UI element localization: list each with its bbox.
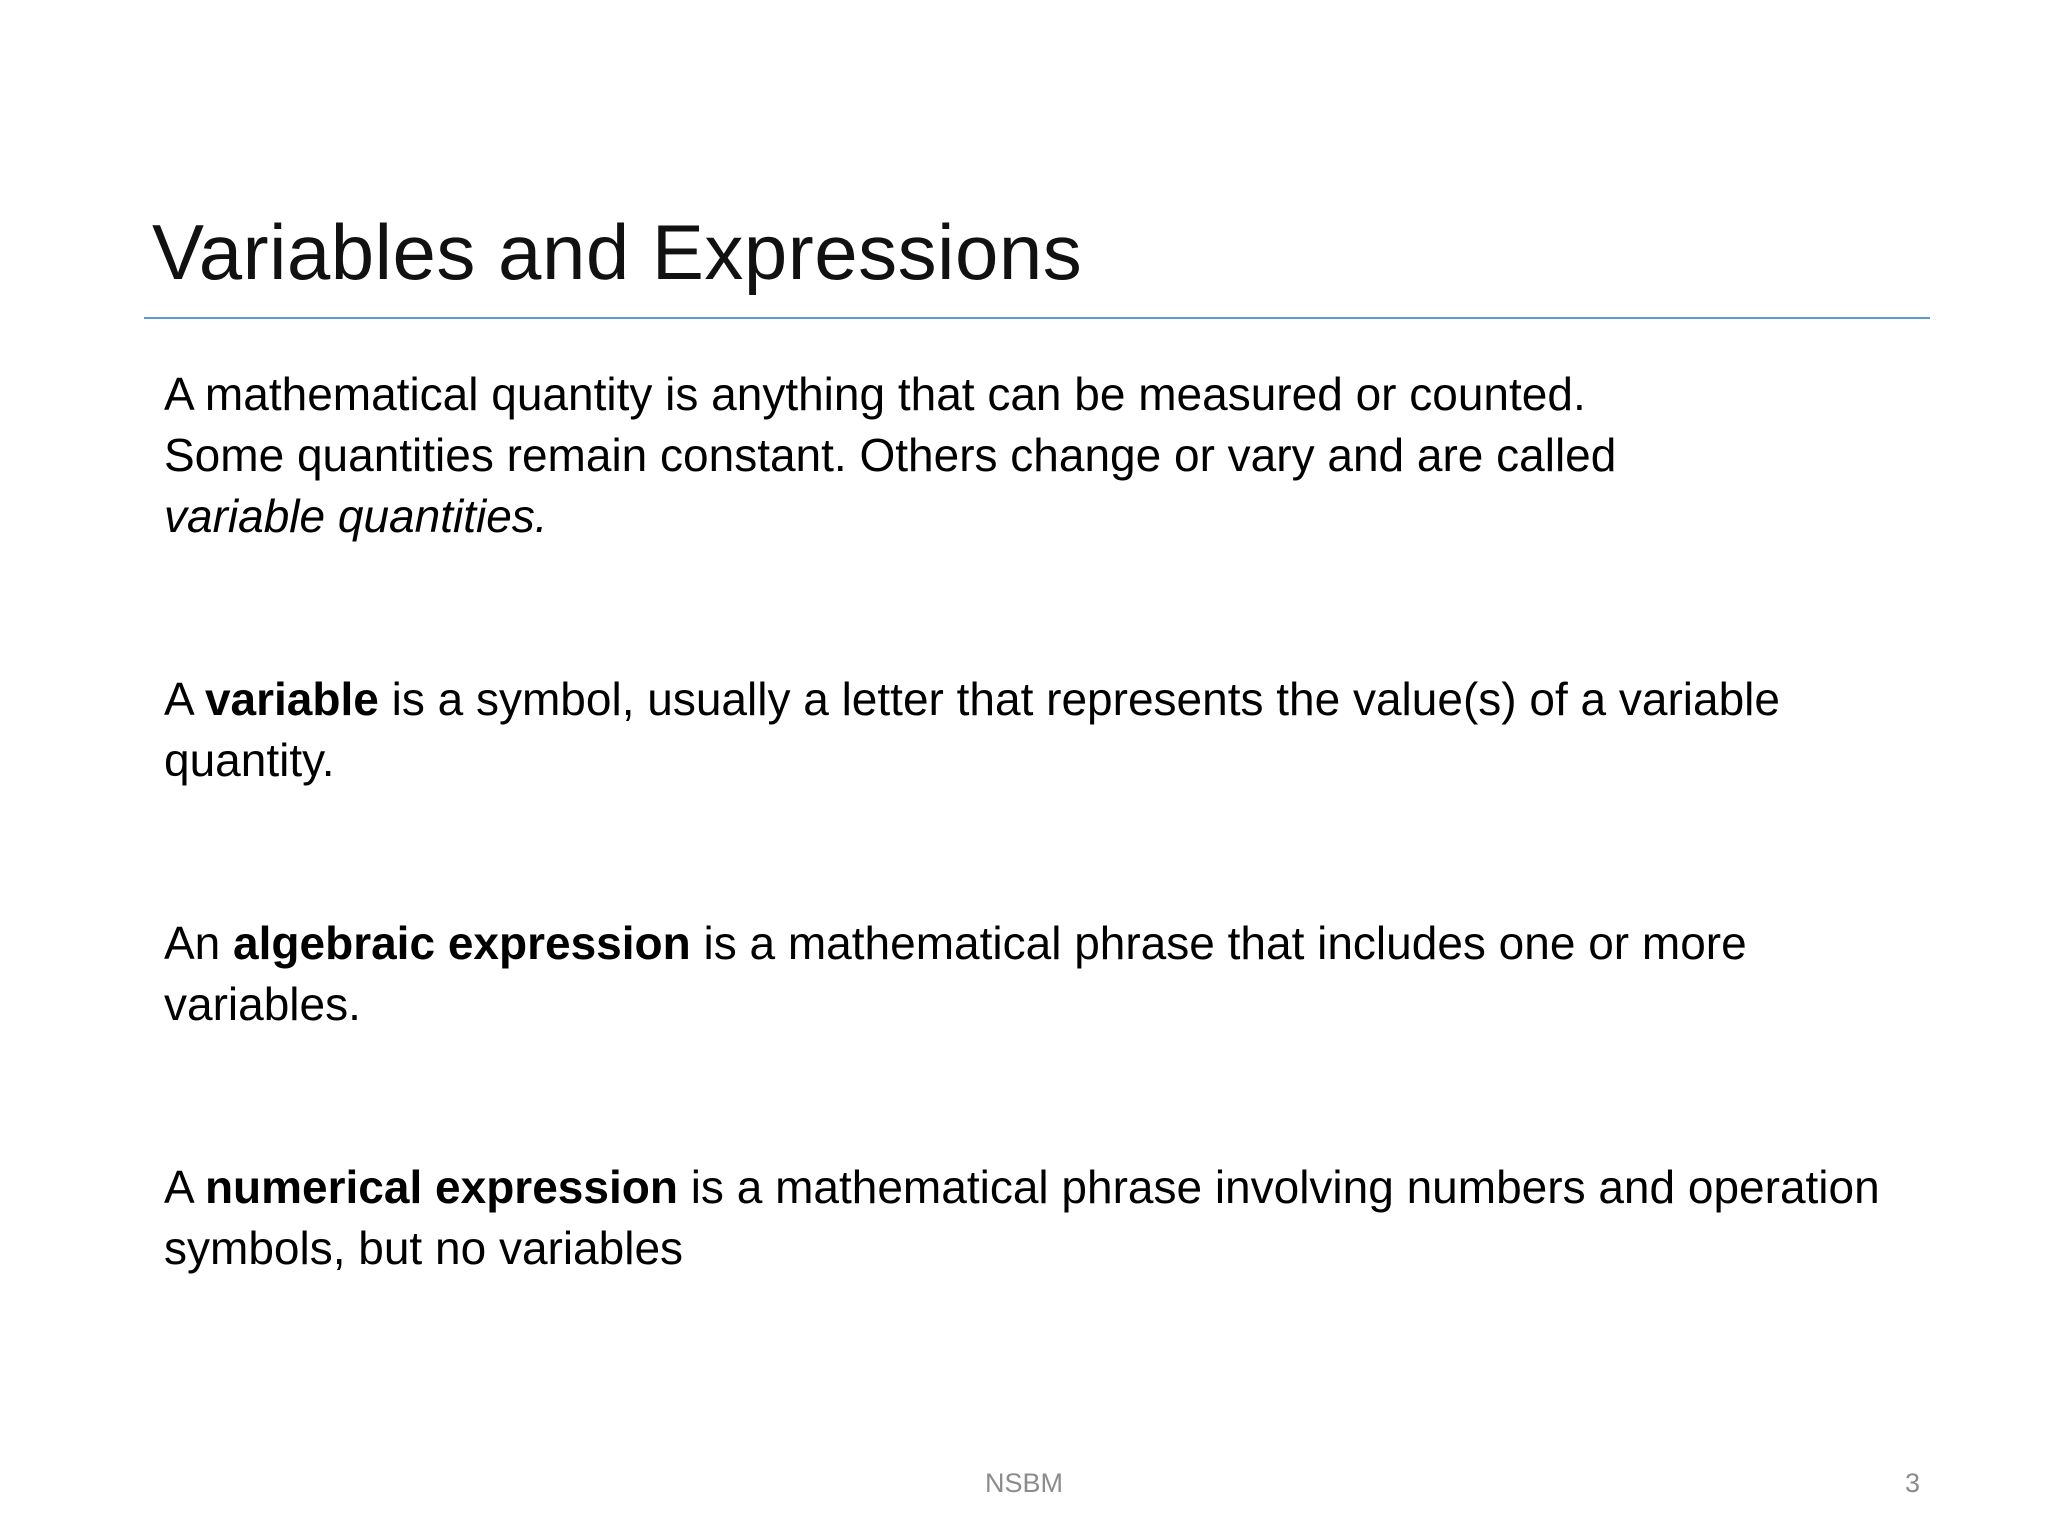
title-divider — [144, 317, 1930, 319]
paragraph-variable — [164, 669, 1924, 791]
paragraph-algebraic-expression — [164, 913, 1924, 1035]
term-algebraic-expression: algebraic expression — [233, 917, 691, 969]
paragraph-variable-rest: is a symbol, usually a letter that represents the value(s) of a variable quantity. — [164, 673, 1780, 786]
paragraph-algebraic-lead: An — [164, 917, 234, 969]
footer-text: NSBM — [984, 1468, 1063, 1498]
paragraph-quantity-line2: Some quantities remain constant. Others change or vary and are called — [164, 429, 1617, 481]
slide-title: Variables and Expressions — [152, 208, 1083, 296]
slide-body — [164, 364, 1924, 1279]
paragraph-quantity-line1: A mathematical quantity is anything that can be measured or counted. — [164, 368, 1586, 420]
paragraph-numerical-expression — [164, 1157, 1924, 1279]
term-numerical-expression: numerical expression — [204, 1161, 678, 1213]
term-variable: variable — [204, 673, 379, 725]
paragraph-quantity-emphasis: variable quantities. — [164, 490, 548, 542]
paragraph-variable-lead: A — [164, 673, 205, 725]
paragraph-algebraic-rest: is a mathematical phrase that includes one or more variables. — [164, 917, 1747, 1030]
paragraph-quantity — [164, 364, 1924, 547]
paragraph-numerical-lead: A — [164, 1161, 205, 1213]
paragraph-numerical-rest: is a mathematical phrase involving numbers and operation symbols, but no variables — [164, 1161, 1880, 1274]
page-number: 3 — [1904, 1468, 1920, 1498]
